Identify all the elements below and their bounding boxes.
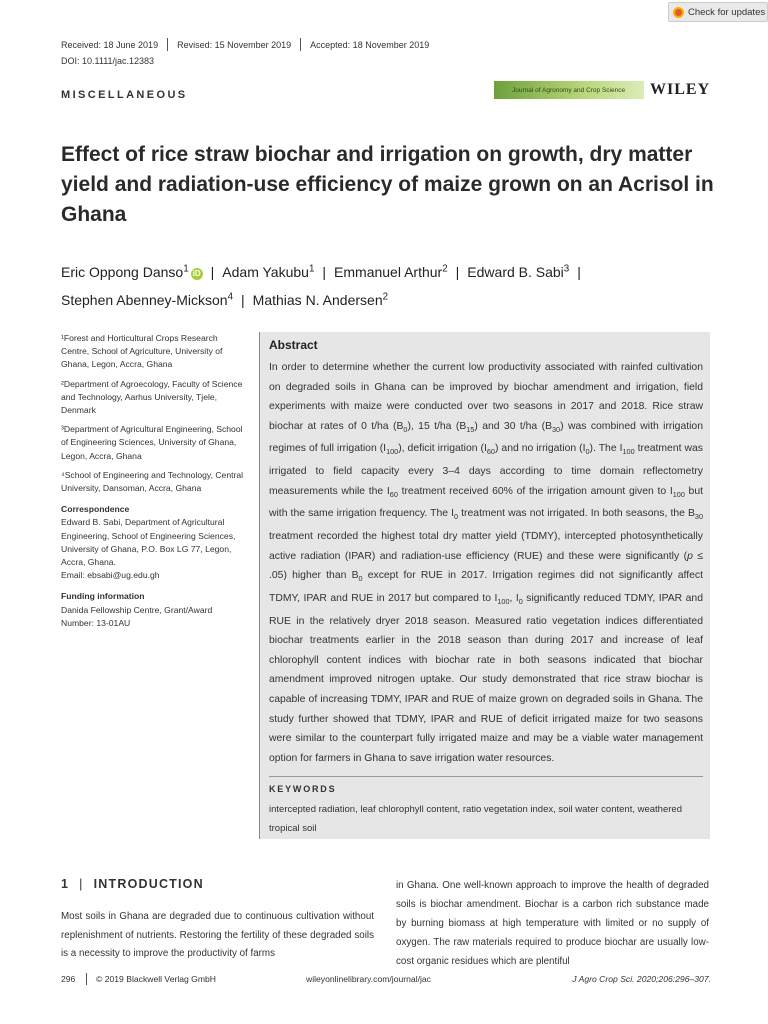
journal-logo: Journal of Agronomy and Crop Science <box>494 81 644 99</box>
accepted-date: Accepted: 18 November 2019 <box>310 39 430 50</box>
article-title: Effect of rice straw biochar and irrigation on growth, dry matter yield and radiation-use efficiency of maize grown on an Acrisol in Ghana <box>61 143 714 226</box>
affiliation: ¹Forest and Horticultural Crops Research Centre, School of Agriculture, University of Ghana, Legon, Accra, Ghana <box>61 333 223 370</box>
correspondence-heading: Correspondence <box>61 504 130 515</box>
journal-url[interactable]: wileyonlinelibrary.com/journal/jac <box>306 974 431 984</box>
funding-heading: Funding information <box>61 591 145 602</box>
keywords-text: intercepted radiation, leaf chlorophyll content, ratio vegetation index, soil water content, weathered tropical soil <box>269 804 682 834</box>
affiliation: ⁴School of Engineering and Technology, Central University, Dansoman, Accra, Ghana <box>61 469 244 494</box>
divider <box>86 973 87 985</box>
abstract-text: In order to determine whether the current low productivity associated with rainfed cultivation on degraded soils in Ghana can be improved by biochar amendment and irrigation, field experiments with maize were conducted over two seasons in 2017 and 2018. Rice straw biochar at rates of 0 t/ha $(B_0)$, 15 t/ha $(B_{15})$ and 30 t/ha $(B_{30})$ was combined with irrigation regimes of full irrigation $(I_{100})$, deficit irrigation $(I_{60})$ and no irrigation $(I_0)$. The $I_{100}$ treatment was irrigated to field capacity every 3–4 days according to time domain reflectometry measurements while the $I_{60}$ treatment received 60% of the irrigation amount given to $I_{100}$ but with the same irrigation frequency. The $I_0$ treatment was not irrigated. In both seasons, the $B_{30}$ treatment recorded the highest total dry matter yield (TDMY), intercepted photosynthetically active radiation (IPAR) and radiation-use efficiency (RUE) and these were significantly (p ≤ .05) higher than $B_0$ except for RUE in 2017. Irrigation regimes did not significantly affect TDMY, IPAR and RUE in 2017 but compared to $I_{100}$, $I_0$ significantly reduced TDMY, IPAR and RUE in the relatively dryer 2018 season. Measured ratio vegetation indices differentiated biochar treatments earlier in the 2018 season than during 2017 and increase of leaf chlorophyll content indices with biochar rate in both seasons indicated that biochar amendment improved nitrogen uptake. Our study demonstrated that rice straw biochar is capable of increasing TDMY, IPAR and RUE of maize grown on degraded soils in Ghana. The study further showed that TDMY, IPAR and RUE of deficit irrigated maize for two seasons were similar to the counterpart fully irrigated maize and may be a viable water management option for farmers in Ghana to save irrigation water resources. <box>269 362 704 764</box>
keywords-heading: KEYWORDS <box>269 784 337 794</box>
section-number: 1 <box>61 877 70 891</box>
doi[interactable]: DOI: 10.1111/jac.12383 <box>61 56 155 66</box>
received-date: Received: 18 June 2019 <box>61 39 159 50</box>
revised-date: Revised: 15 November 2019 <box>177 39 292 50</box>
copyright: © 2019 Blackwell Verlag GmbH <box>96 974 217 984</box>
citation: J Agro Crop Sci. 2020;206:296–307. <box>572 974 711 984</box>
affiliation: ²Department of Agroecology, Faculty of Science and Technology, Aarhus University, Tjele, Denmark <box>61 378 243 416</box>
divider <box>300 38 301 51</box>
page-number: 296 <box>61 974 76 984</box>
intro-paragraph-col1: Most soils in Ghana are degraded due to continuous cultivation without replenishment of nutrients. Restoring the fertility of these degraded soils is a necessity to improve the productivity of farms <box>61 911 374 959</box>
orcid-icon[interactable]: iD <box>192 268 201 278</box>
publisher-logo: WILEY <box>650 81 711 98</box>
author[interactable]: Edward B. Sabi$^3$ <box>467 263 570 280</box>
correspondence-text: Edward B. Sabi, Department of Agricultural Engineering, School of Engineering Sciences, University of Ghana, P.O. Box LG 77, Legon, Accra, Ghana. <box>61 517 236 568</box>
author[interactable]: Adam Yakubu$^1$ <box>222 263 315 280</box>
article-dates <box>61 38 429 51</box>
section-heading: 1 | INTRODUCTION <box>61 877 204 891</box>
author[interactable]: Eric Oppong Danso$^1$ <box>61 263 189 280</box>
intro-paragraph-col2: in Ghana. One well-known approach to improve the health of degraded soils is biochar amendment. Biochar is a carbon rich substance made by burning biomass at high temperature with limited or no supply of oxygen. The raw materials required to produce biochar are usually low-cost organic residues which are plentiful <box>396 880 709 967</box>
author-list: Eric Oppong Danso$^1$ iD | Adam Yakubu$^1$ | Emmanuel Arthur$^2$ | Edward B. Sabi$^3$ | Stephen Abenney-Mickson$^4$ | Mathias N. Andersen$^2$ <box>61 263 581 309</box>
sidebar-info <box>61 332 245 636</box>
check-updates-label: Check for updates <box>688 6 766 18</box>
check-for-updates-button[interactable] <box>668 2 768 22</box>
crossmark-icon <box>673 7 684 18</box>
abstract-heading: Abstract <box>269 338 318 352</box>
author[interactable]: Mathias N. Andersen$^2$ <box>252 291 389 309</box>
divider <box>167 38 168 51</box>
author[interactable]: Emmanuel Arthur$^2$ <box>334 263 448 280</box>
author[interactable]: Stephen Abenney-Mickson$^4$ <box>61 291 234 309</box>
funding-text: Danida Fellowship Centre, Grant/Award Number: 13-01AU <box>61 604 213 628</box>
affiliation: ³Department of Agricultural Engineering, School of Engineering Sciences, University of Ghana, Legon, Accra, Ghana <box>61 424 243 461</box>
section-title: INTRODUCTION <box>93 877 204 891</box>
keywords-divider <box>269 776 703 777</box>
correspondence-email[interactable]: Email: ebsabi@ug.edu.gh <box>61 570 160 581</box>
section-type: MISCELLANEOUS <box>61 89 188 101</box>
